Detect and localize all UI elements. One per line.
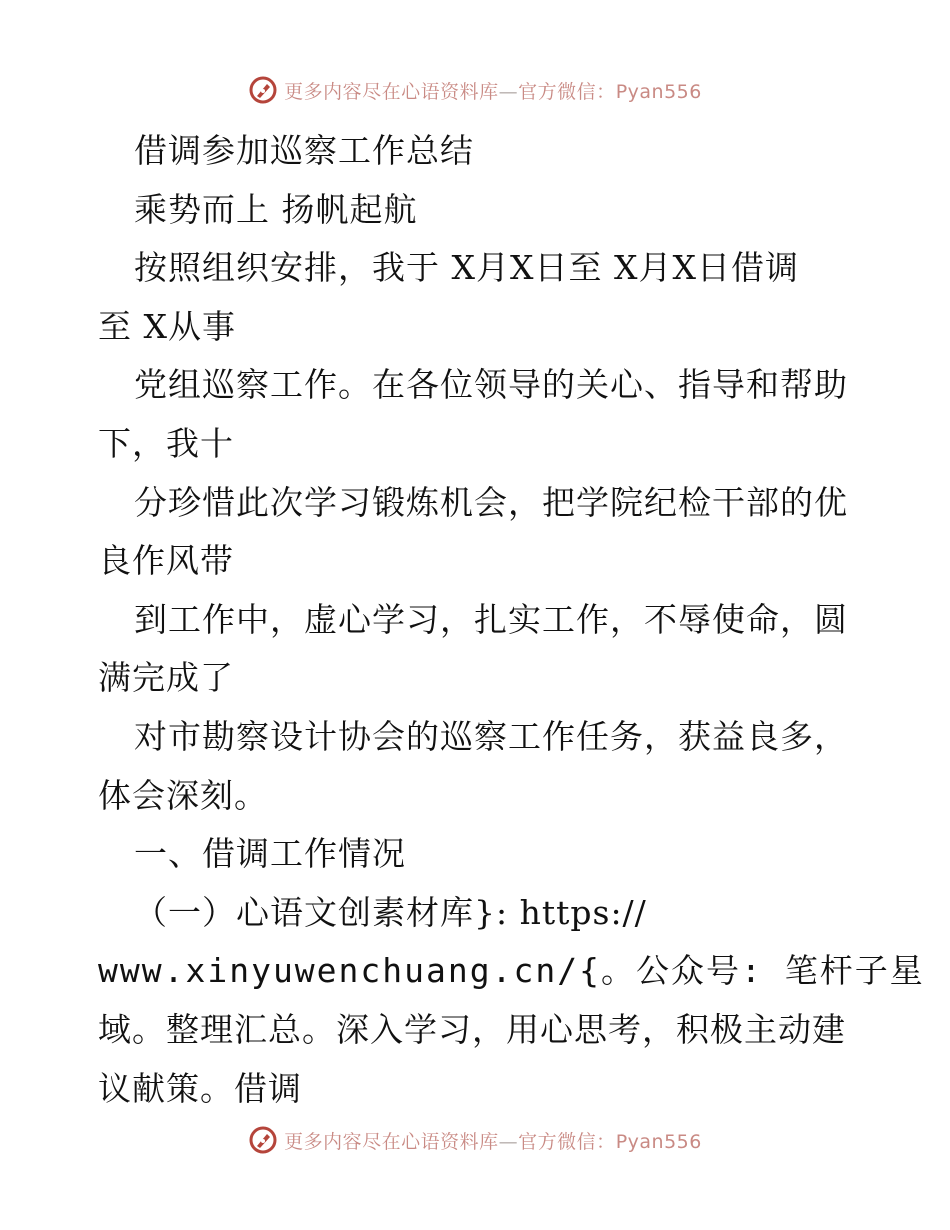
paragraph-line: 至 X从事: [98, 306, 236, 346]
watermark-wechat-handle: Pyan556: [615, 80, 702, 103]
paragraph-line: 下，我十: [98, 423, 234, 463]
paragraph-line: 按照组织安排，我于 X月X日至 X月X日借调: [134, 248, 799, 288]
watermark-wechat-handle: Pyan556: [615, 1130, 702, 1153]
document-body: [98, 122, 925, 1118]
footer-watermark-banner: [0, 1120, 950, 1160]
paragraph-line: 良作风带: [98, 541, 234, 581]
pen-nib-circle-icon: [248, 1125, 278, 1155]
subsection-heading: （一）心语文创素材库}: https://: [134, 892, 647, 932]
header-watermark-banner: [0, 70, 950, 110]
watermark-wechat-label: 官方微信：: [518, 80, 616, 103]
watermark-separator: —: [498, 80, 519, 103]
paragraph-line: 体会深刻。: [98, 775, 268, 815]
paragraph-line: 域。整理汇总。深入学习，用心思考，积极主动建: [98, 1009, 846, 1049]
document-subtitle: 乘势而上 扬帆起航: [134, 189, 418, 229]
paragraph-line: 议献策。借调: [98, 1068, 302, 1108]
paragraph-line: 分珍惜此次学习锻炼机会，把学院纪检干部的优: [134, 482, 848, 522]
watermark-text: [284, 1127, 702, 1154]
paragraph-line: 对市勘察设计协会的巡察工作任务，获益良多，: [134, 716, 848, 756]
paragraph-line: 党组巡察工作。在各位领导的关心、指导和帮助: [134, 365, 848, 405]
pen-nib-circle-icon: [248, 75, 278, 105]
watermark-wechat-label: 官方微信：: [518, 1130, 616, 1153]
watermark-site-name: 更多内容尽在心语资料库: [284, 1130, 499, 1153]
watermark-text: [284, 77, 702, 104]
paragraph-line: www.xinyuwenchuang.cn/{。公众号: 笔杆子星: [98, 951, 925, 991]
section-heading: 一、借调工作情况: [134, 834, 406, 874]
document-title: 借调参加巡察工作总结: [134, 131, 474, 170]
paragraph-line: 到工作中，虚心学习，扎实工作，不辱使命，圆: [134, 599, 848, 639]
paragraph-line: 满完成了: [98, 658, 234, 698]
watermark-separator: —: [498, 1130, 519, 1153]
watermark-site-name: 更多内容尽在心语资料库: [284, 80, 499, 103]
